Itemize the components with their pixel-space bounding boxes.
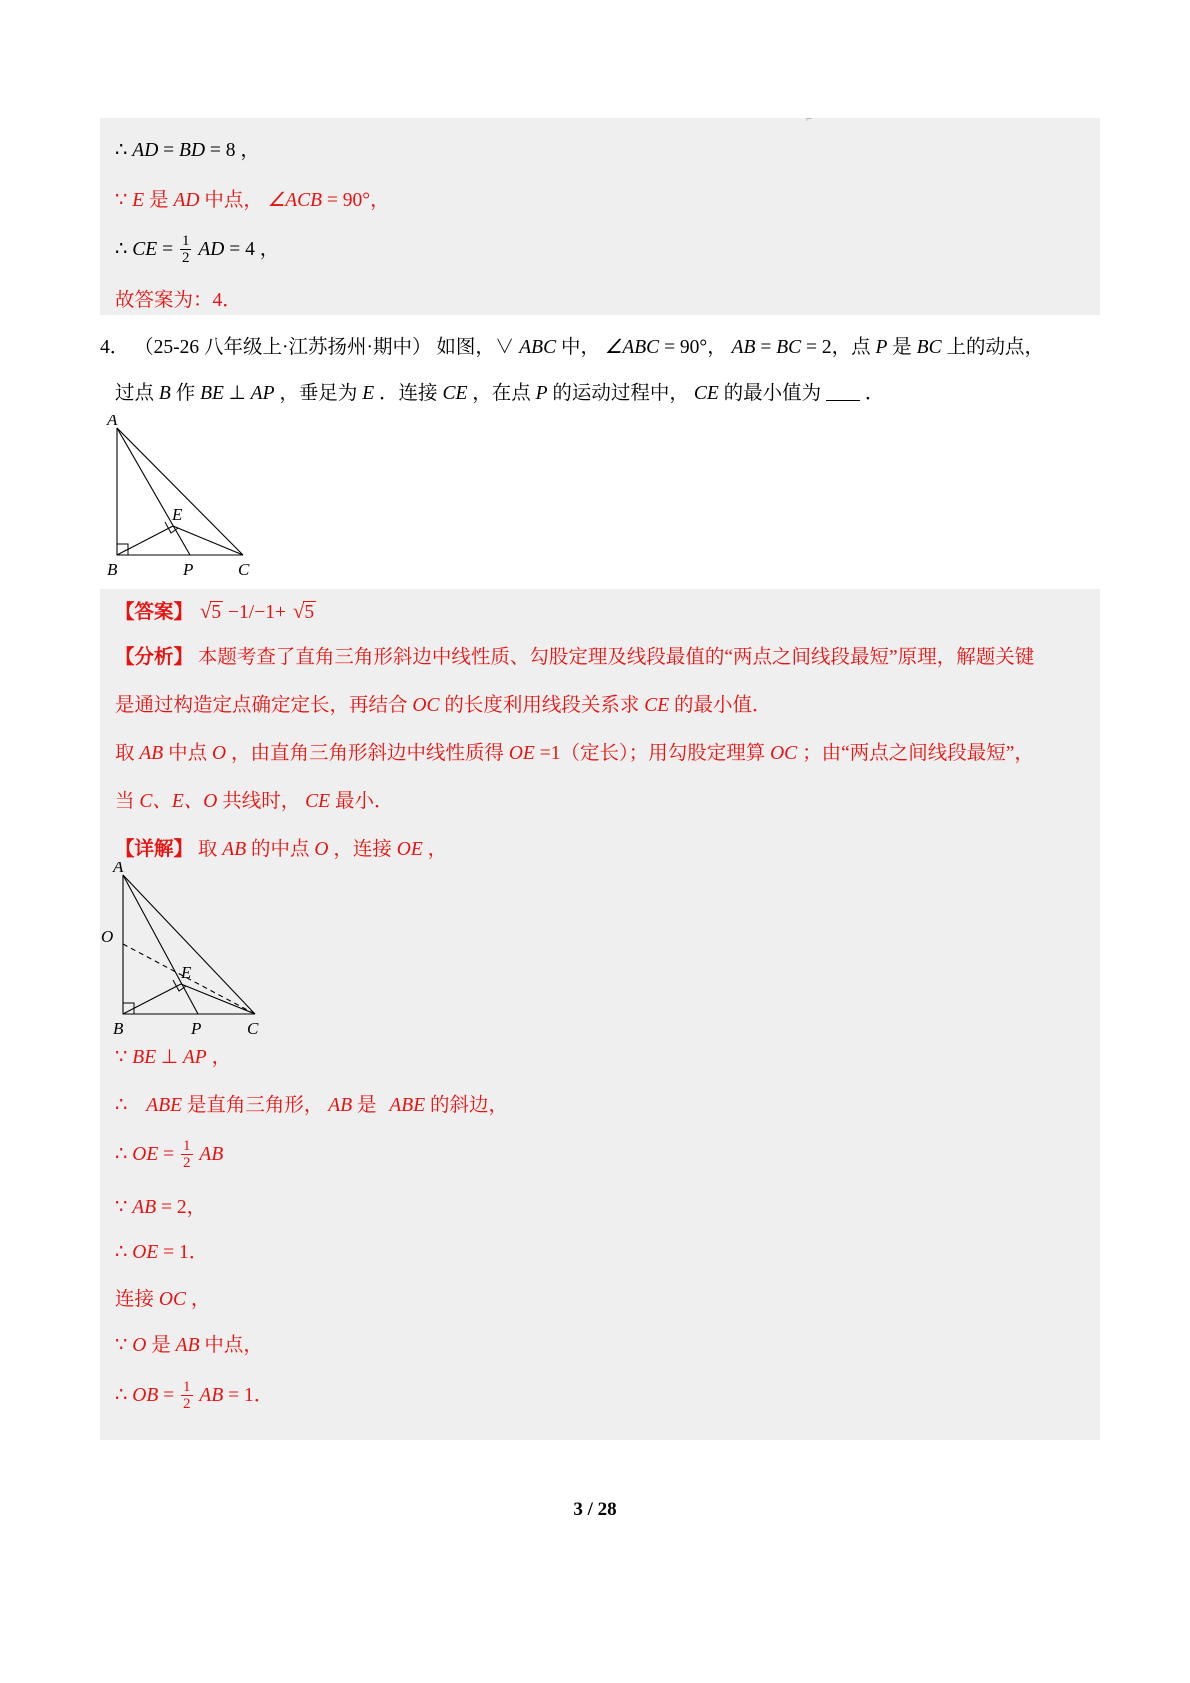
svg-text:P: P bbox=[183, 560, 194, 579]
svg-text:E: E bbox=[172, 505, 183, 524]
analysis-tag: 【分析】 bbox=[115, 647, 194, 668]
question-source: （25-26 八年级上·江苏扬州·期中） bbox=[134, 337, 432, 358]
analysis-line-4: 当 C、E、O 共线时， CE 最小． bbox=[115, 791, 394, 812]
therefore-symbol: ∴ bbox=[115, 140, 128, 161]
svg-text:A: A bbox=[113, 862, 124, 876]
proof-line-ad-bd: ∴ AD = BD = 8 ， bbox=[115, 140, 260, 161]
margin-tick-icon: ⌐ bbox=[806, 113, 813, 125]
solution-line-o-midpoint: ∵ O 是 AB 中点， bbox=[115, 1335, 263, 1356]
svg-text:A: A bbox=[107, 415, 118, 429]
solution-line-ob-half-ab: ∴ OB = $\frac{1}{2}$ AB = 1． bbox=[115, 1379, 274, 1413]
svg-text:B: B bbox=[107, 560, 118, 579]
sqrt-5-second: √5 bbox=[292, 599, 315, 623]
figure-triangle-abc-with-o bbox=[95, 862, 315, 1047]
solution-head-line: 【详解】 取 AB 的中点 O ，连接 OE ， bbox=[115, 839, 448, 860]
figure-triangle-abc bbox=[95, 415, 295, 590]
svg-text:C: C bbox=[238, 560, 250, 579]
because-symbol: ∵ bbox=[115, 190, 128, 211]
solution-tag: 【详解】 bbox=[115, 839, 194, 860]
page-number-footer: 3 / 28 bbox=[573, 1499, 617, 1520]
solution-line-abe-right-triangle: ∴ ABE 是直角三角形， AB 是 ABE 的斜边， bbox=[115, 1095, 509, 1116]
fraction-one-half: $\frac{1}{2}$ bbox=[181, 233, 190, 267]
fraction-one-half-oe: $\frac{1}{2}$ bbox=[183, 1138, 191, 1172]
segment-ce: CE bbox=[132, 239, 158, 261]
segment-ad: AD bbox=[132, 140, 159, 161]
sqrt-5-first: √5 bbox=[199, 599, 222, 623]
solution-line-be-perp-ap: ∵ BE ⊥ AP ， bbox=[115, 1047, 232, 1068]
segment-bd: BD bbox=[179, 140, 206, 161]
svg-text:C: C bbox=[247, 1019, 259, 1038]
solution-line-oe-half-ab: ∴ OE = $\frac{1}{2}$ AB bbox=[115, 1138, 224, 1172]
proof-line-e-midpoint: ∵ E 是 AD 中点， ∠ACB = 90°， bbox=[115, 190, 390, 211]
solution-line-oe-1: ∴ OE = 1． bbox=[115, 1242, 209, 1263]
answer-blank[interactable] bbox=[826, 385, 860, 401]
svg-text:B: B bbox=[113, 1019, 124, 1038]
analysis-line-2: 是通过构造定点确定定长，再结合 OC 的长度利用线段关系求 CE 的最小值． bbox=[115, 695, 772, 716]
final-answer-line: 故答案为：4． bbox=[115, 290, 242, 311]
question-4-line-2: 过点 B 作 BE ⊥ AP ，垂足为 E ．连接 CE ，在点 P 的运动过程中， CE 的最小值为 ． bbox=[115, 383, 885, 404]
proof-line-ce-half-ad: ∴ CE = $\frac{1}{2}$ AD = 4 ， bbox=[115, 233, 280, 267]
question-4-line-1: 4． （25-26 八年级上·江苏扬州·期中） 如图，∨ ABC 中， ∠ABC = 90°， AB = BC = 2，点 P 是 BC 上的动点， bbox=[100, 337, 1044, 358]
solution-line-connect-oc: 连接 OC ， bbox=[115, 1289, 211, 1310]
analysis-line-3: 取 AB 中点 O ，由直角三角形斜边中线性质得 OE =1（定长）；用勾股定理算 OC ；由“两点之间线段最短”， bbox=[115, 743, 1034, 764]
fraction-one-half-ob: $\frac{1}{2}$ bbox=[183, 1379, 191, 1413]
svg-text:E: E bbox=[181, 963, 192, 982]
svg-text:O: O bbox=[101, 927, 114, 946]
svg-text:P: P bbox=[191, 1019, 202, 1038]
answer-tag: 【答案】 bbox=[115, 602, 194, 623]
analysis-line-1: 【分析】 本题考查了直角三角形斜边中线性质、勾股定理及线段最值的“两点之间线段最短”原理，解题关键 bbox=[115, 647, 1035, 668]
question-number: 4． bbox=[100, 337, 130, 358]
answer-label-line: 【答案】 √5 −1/−1+ √5 bbox=[115, 598, 316, 626]
solution-line-ab-2: ∵ AB = 2， bbox=[115, 1197, 207, 1218]
